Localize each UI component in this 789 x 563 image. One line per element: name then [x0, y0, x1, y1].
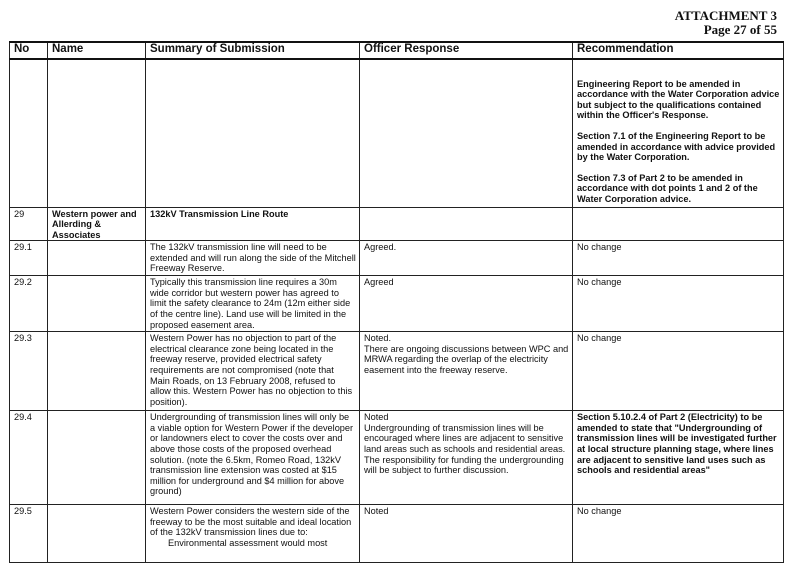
- page-number: Page 27 of 55: [703, 22, 777, 37]
- cell-recommendation: [573, 59, 784, 207]
- cell-name: [48, 411, 146, 505]
- cell-name: [48, 241, 146, 276]
- cell-summary: Typically this transmission line requires a 30m wide corridor but western power has agreed to limit the safety clearance to 24m (12m either side of the centre line). Land use will be limited in the proposed easement area.: [146, 276, 360, 332]
- cell-response: [360, 207, 573, 241]
- cell-response: [360, 332, 573, 411]
- cell-no: 29.5: [10, 505, 48, 563]
- col-header-response: Officer Response: [360, 42, 573, 59]
- cell-recommendation: [573, 207, 784, 241]
- cell-summary: Undergrounding of transmission lines will only be a viable option for Western Power if the developer or landowners elect to cover the costs over and above those costs of the proposed overhead solution. (note the 6.5km, Romeo Road, 132kV transmission line extension was costed at $15 million for underground and $4 million for above ground): [146, 411, 360, 505]
- cell-recommendation: No change: [573, 332, 784, 411]
- cell-response: Noted: [360, 505, 573, 563]
- cell-summary: [146, 59, 360, 207]
- cell-recommendation: No change: [573, 241, 784, 276]
- col-header-recommendation: Recommendation: [573, 42, 784, 59]
- cell-summary: [146, 505, 360, 563]
- recommendation-text: Engineering Report to be amended in accordance with the Water Corporation advice but subject to the qualifications contained within the Officer's Response.: [577, 78, 780, 121]
- col-header-name: Name: [48, 42, 146, 59]
- submissions-table: [9, 41, 784, 563]
- table-header-row: [10, 42, 784, 59]
- cell-no: 29.1: [10, 241, 48, 276]
- table-row: [10, 241, 784, 276]
- cell-no: [10, 59, 48, 207]
- table-row: [10, 411, 784, 505]
- page-header: [675, 8, 777, 37]
- response-text: There are ongoing discussions between WPC and MRWA regarding the overlap of the electricity easement into the freeway reserve.: [364, 343, 569, 376]
- cell-no: 29.2: [10, 276, 48, 332]
- recommendation-text: Section 7.3 of Part 2 to be amended in accordance with dot points 1 and 2 of the Water Corporation advice.: [577, 172, 758, 204]
- cell-response: [360, 59, 573, 207]
- response-noted: Noted: [364, 412, 389, 423]
- table-row: [10, 332, 784, 411]
- cell-name: [48, 505, 146, 563]
- summary-list-item: Environmental assessment would most: [168, 538, 328, 549]
- cell-no: 29.4: [10, 411, 48, 505]
- summary-text: Western Power considers the western side of the freeway to be the most suitable and ideal location of the 132kV transmission lines due to:: [150, 506, 352, 538]
- col-header-summary: Summary of Submission: [146, 42, 360, 59]
- cell-recommendation: No change: [573, 276, 784, 332]
- cell-name: Western power and Allerding & Associates: [48, 207, 146, 241]
- cell-recommendation: No change: [573, 505, 784, 563]
- cell-response: [360, 411, 573, 505]
- cell-name: [48, 59, 146, 207]
- response-noted: Noted.: [364, 333, 392, 344]
- cell-recommendation: Section 5.10.2.4 of Part 2 (Electricity) to be amended to state that "Undergrounding of transmission lines will be investigated further at local structure planning stage, where lines are adjacent to sensitive land uses such as schools and residential areas": [573, 411, 784, 505]
- cell-name: [48, 276, 146, 332]
- table-row: [10, 505, 784, 563]
- response-text: Undergrounding of transmission lines will be encouraged where lines are adjacent to sensitive land areas such as schools and residential areas. The responsibility for funding the undergrounding will be subject to further discussion.: [364, 422, 566, 476]
- attachment-label: ATTACHMENT 3: [674, 8, 777, 23]
- cell-response: Agreed: [360, 276, 573, 332]
- cell-summary: The 132kV transmission line will need to be extended and will run along the side of the Mitchell Freeway Reserve.: [146, 241, 360, 276]
- col-header-no: No: [10, 42, 48, 59]
- cell-summary: 132kV Transmission Line Route: [146, 207, 360, 241]
- table-row: [10, 59, 784, 207]
- cell-no: 29.3: [10, 332, 48, 411]
- table-row: [10, 276, 784, 332]
- cell-response: Agreed.: [360, 241, 573, 276]
- recommendation-text: Section 7.1 of the Engineering Report to be amended in accordance with advice provided by the Water Corporation.: [577, 130, 776, 163]
- cell-no: 29: [10, 207, 48, 241]
- cell-summary: Western Power has no objection to part of the electrical clearance zone being located in the freeway reserve, provided electrical safety requirements are not compromised (note that Main Roads, on 13 February 2008, refused to allow this. Western Power has no objection to this position).: [146, 332, 360, 411]
- cell-name: [48, 332, 146, 411]
- table-row: [10, 207, 784, 241]
